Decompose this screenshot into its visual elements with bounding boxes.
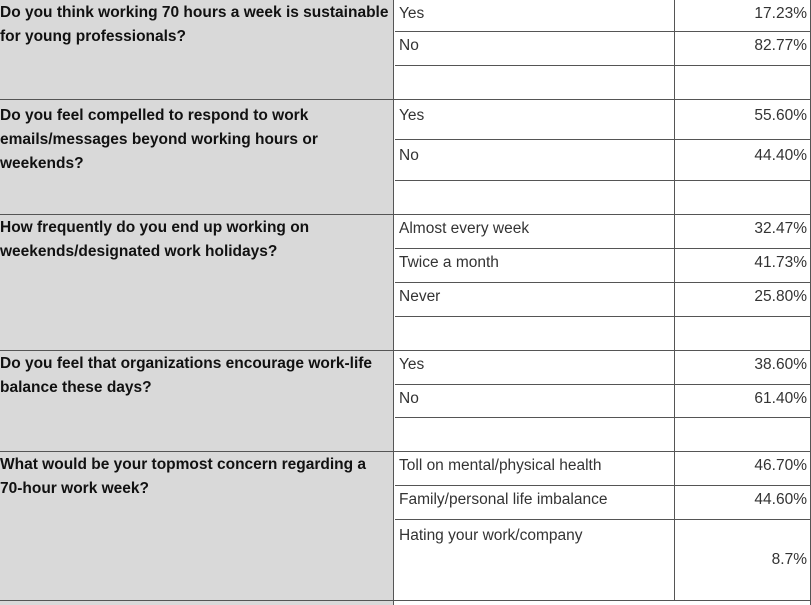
- answer-row: [395, 100, 811, 140]
- question-cell: [0, 0, 394, 66]
- question-block-1: [0, 0, 811, 66]
- question-block-2: [0, 100, 811, 181]
- answer-cells: [395, 100, 811, 181]
- separator-row: [0, 181, 811, 215]
- column-divider: [674, 486, 675, 519]
- answer-percentage: 41.73%: [754, 254, 807, 271]
- answer-row: [395, 0, 811, 32]
- column-divider: [674, 140, 675, 180]
- answer-percentage: 61.40%: [754, 390, 807, 407]
- question-block-4: [0, 351, 811, 418]
- question-text: Do you feel that organizations encourage work-life balance these days?: [0, 355, 373, 396]
- answer-row: [395, 249, 811, 283]
- answer-percentage: 17.23%: [754, 5, 807, 22]
- answer-percentage: 46.70%: [754, 457, 807, 474]
- separator-cells: [395, 317, 811, 351]
- question-cell: [0, 215, 394, 317]
- answer-label: No: [399, 390, 419, 407]
- answer-label: Almost every week: [399, 220, 530, 237]
- answer-row: [395, 385, 811, 418]
- answer-percentage: 55.60%: [754, 107, 807, 124]
- answer-row: [395, 32, 811, 66]
- answer-label: Toll on mental/physical health: [399, 457, 602, 474]
- question-text: What would be your topmost concern regarding a 70-hour work week?: [0, 456, 366, 497]
- column-divider: [674, 32, 675, 65]
- question-text: How frequently do you end up working on weekends/designated work holidays?: [0, 219, 310, 260]
- separator-gray-cell: [0, 181, 394, 215]
- question-cell: [0, 351, 394, 418]
- separator-gray-cell: [0, 317, 394, 351]
- column-divider: [674, 283, 675, 316]
- question-cell: [0, 452, 394, 605]
- answer-row: [395, 283, 811, 317]
- separator-cells: [395, 66, 811, 100]
- column-divider: [674, 249, 675, 282]
- column-divider: [674, 418, 675, 452]
- answer-cells: [395, 0, 811, 66]
- column-divider: [674, 317, 675, 351]
- question-text: Do you feel compelled to respond to work emails/messages beyond working hours or weekends?: [0, 107, 318, 172]
- answer-row: [395, 351, 811, 385]
- column-divider: [674, 181, 675, 215]
- answer-label: No: [399, 147, 419, 164]
- separator-row: [0, 317, 811, 351]
- answer-label: Yes: [399, 356, 425, 373]
- answer-label: No: [399, 37, 419, 54]
- column-divider: [674, 66, 675, 100]
- separator-row: [0, 66, 811, 100]
- column-divider: [674, 0, 675, 31]
- separator-gray-cell: [0, 418, 394, 452]
- table-bottom-border: [0, 600, 811, 601]
- column-divider: [674, 520, 675, 600]
- answer-row: [395, 520, 811, 601]
- column-divider: [674, 351, 675, 384]
- answer-percentage: 8.7%: [771, 551, 807, 568]
- separator-row: [0, 418, 811, 452]
- answer-percentage: 32.47%: [754, 220, 807, 237]
- answer-row: [395, 452, 811, 486]
- answer-label: Hating your work/company: [399, 527, 583, 544]
- question-cell: [0, 100, 394, 181]
- answer-percentage: 82.77%: [754, 37, 807, 54]
- answer-percentage: 44.40%: [754, 147, 807, 164]
- answer-label: Twice a month: [399, 254, 499, 271]
- separator-cells: [395, 181, 811, 215]
- answer-label: Yes: [399, 107, 425, 124]
- answer-label: Never: [399, 288, 441, 305]
- column-divider: [674, 215, 675, 248]
- answer-cells: [395, 452, 811, 605]
- question-block-5: [0, 452, 811, 605]
- answer-cells: [395, 215, 811, 317]
- column-divider: [674, 100, 675, 139]
- column-divider: [674, 452, 675, 485]
- answer-percentage: 25.80%: [754, 288, 807, 305]
- answer-row: [395, 140, 811, 181]
- question-block-3: [0, 215, 811, 317]
- answer-cells: [395, 351, 811, 418]
- question-text: Do you think working 70 hours a week is sustainable for young professionals?: [0, 4, 389, 45]
- separator-gray-cell: [0, 66, 394, 100]
- separator-cells: [395, 418, 811, 452]
- column-divider: [674, 385, 675, 417]
- answer-percentage: 44.60%: [754, 491, 807, 508]
- answer-label: Yes: [399, 5, 425, 22]
- answer-percentage: 38.60%: [754, 356, 807, 373]
- answer-label: Family/personal life imbalance: [399, 491, 608, 508]
- answer-row: [395, 486, 811, 520]
- answer-row: [395, 215, 811, 249]
